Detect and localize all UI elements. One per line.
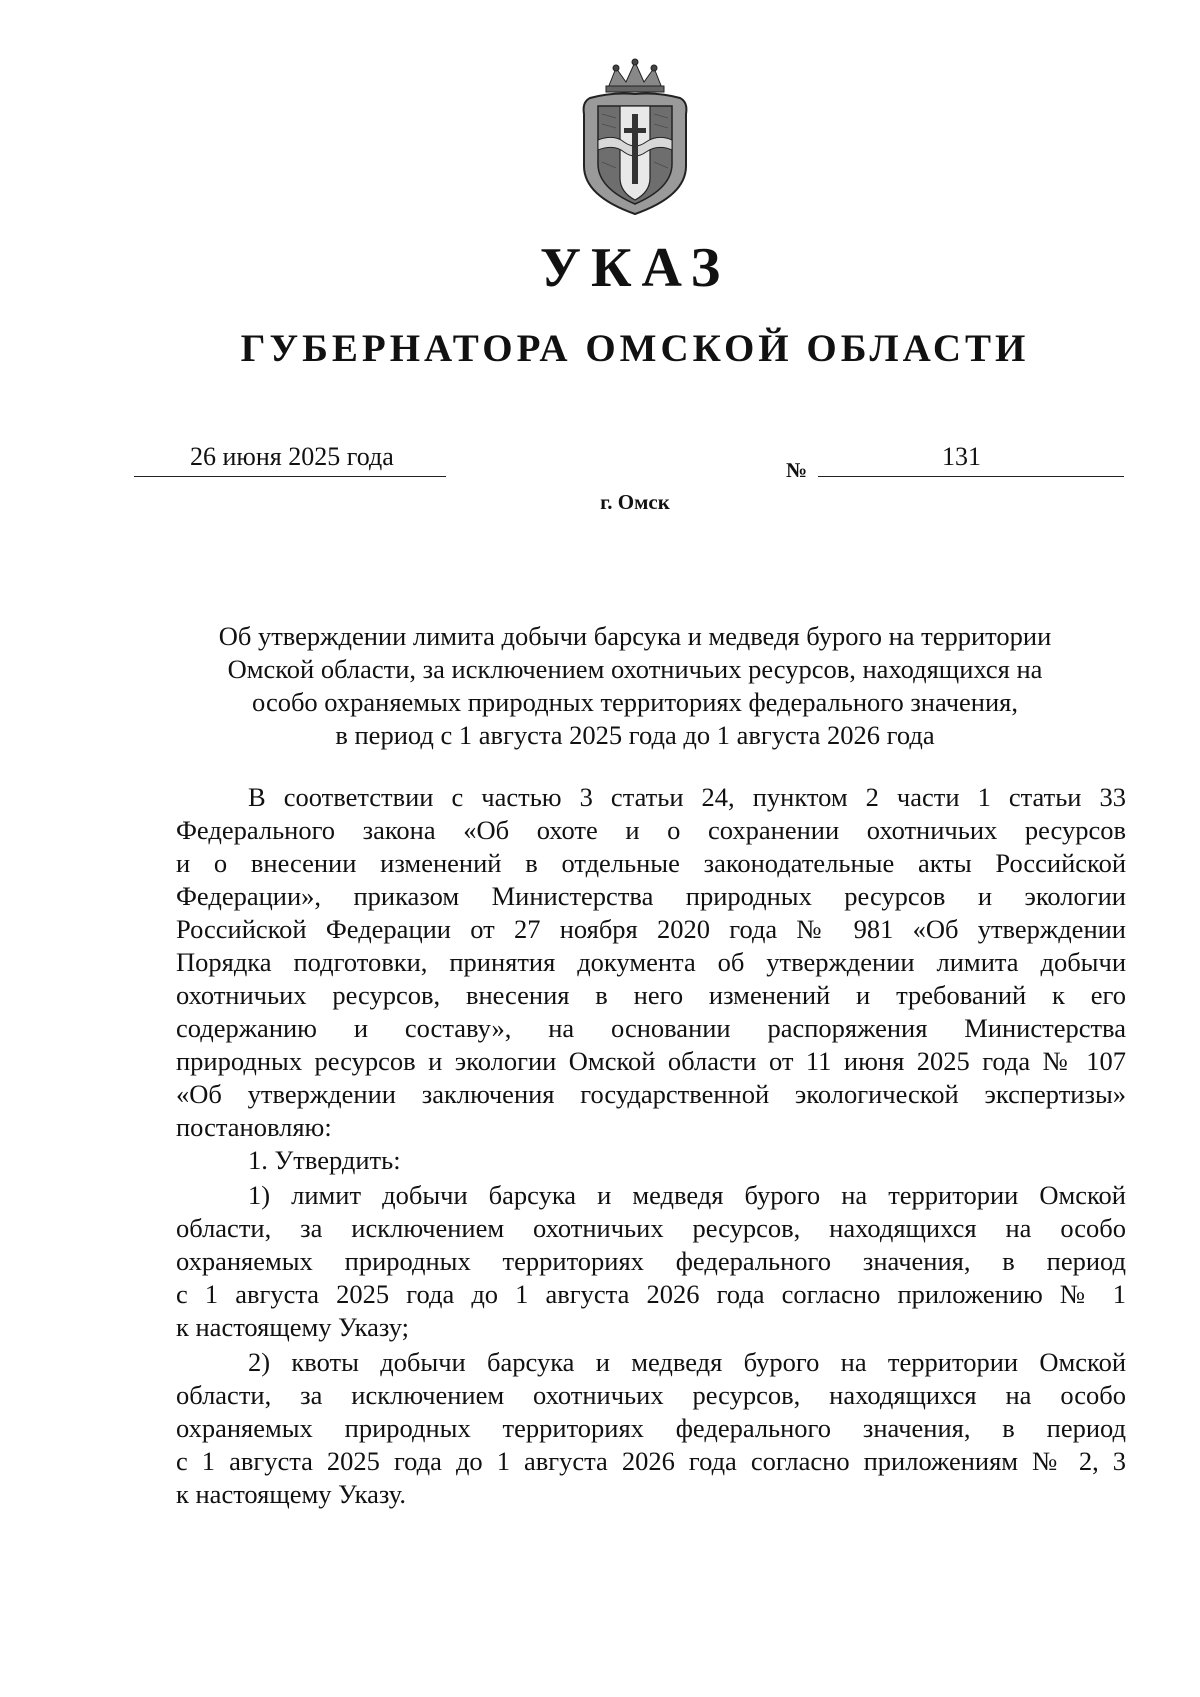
body-line: Федерации», приказом Министерства природных ресурсов и экологии xyxy=(176,881,1126,911)
sub-item-2-line: области, за исключением охотничьих ресурсов, находящихся на особо xyxy=(176,1380,1126,1410)
sub-item-2-line: к настоящему Указу. xyxy=(176,1479,406,1509)
sub-item-1-line: к настоящему Указу; xyxy=(176,1312,410,1342)
sub-item-2-line: с 1 августа 2025 года до 1 августа 2026 года согласно приложениям № 2, 3 xyxy=(176,1446,1126,1476)
body-line: и о внесении изменений в отдельные законодательные акты Российской xyxy=(176,848,1126,878)
sub-item-1-line: области, за исключением охотничьих ресурсов, находящихся на особо xyxy=(176,1213,1126,1243)
decree-title: УКАЗ xyxy=(539,237,731,299)
item-1-heading: 1. Утвердить: xyxy=(248,1145,401,1175)
date-field xyxy=(134,440,446,477)
body-line: Федерального закона «Об охоте и о сохранении охотничьих ресурсов xyxy=(176,815,1126,845)
coat-of-arms-icon xyxy=(568,58,702,216)
body-line: природных ресурсов и экологии Омской области от 11 июня 2025 года № 107 xyxy=(176,1046,1126,1076)
number-sign: № xyxy=(786,458,808,482)
sub-item-1-line: охраняемых природных территориях федерального значения, в период xyxy=(176,1246,1126,1276)
subject-line: Об утверждении лимита добычи барсука и медведя бурого на территории xyxy=(218,621,1052,651)
city-label: г. Омск xyxy=(600,490,670,514)
body-line: «Об утверждении заключения государственной экологической экспертизы» xyxy=(176,1079,1126,1109)
sub-item-2-line: охраняемых природных территориях федерального значения, в период xyxy=(176,1413,1126,1443)
body-line: постановляю: xyxy=(176,1112,332,1142)
sub-item-1-line: 1) лимит добычи барсука и медведя бурого на территории Омской xyxy=(248,1180,1126,1210)
sub-item-1-line: с 1 августа 2025 года до 1 августа 2026 года согласно приложению № 1 xyxy=(176,1279,1126,1309)
decree-number: 131 xyxy=(942,442,981,471)
body-line: Российской Федерации от 27 ноября 2020 года № 981 «Об утверждении xyxy=(176,914,1126,944)
decree-subject xyxy=(160,620,1110,752)
number-field xyxy=(818,440,1124,477)
decree-date: 26 июня 2025 года xyxy=(190,442,394,471)
body-line: охотничьих ресурсов, внесения в него изменений и требований к его xyxy=(176,980,1126,1010)
subject-line: особо охраняемых природных территориях федерального значения, xyxy=(252,687,1018,717)
body-line: В соответствии с частью 3 статьи 24, пунктом 2 части 1 статьи 33 xyxy=(248,782,1126,812)
subject-line: в период с 1 августа 2025 года до 1 августа 2026 года xyxy=(335,720,935,750)
body-line: содержанию и составу», на основании распоряжения Министерства xyxy=(176,1013,1126,1043)
decree-issuer: ГУБЕРНАТОРА ОМСКОЙ ОБЛАСТИ xyxy=(240,327,1030,370)
sub-item-2-line: 2) квоты добычи барсука и медведя бурого на территории Омской xyxy=(248,1347,1126,1377)
decree-body xyxy=(176,781,1126,1511)
subject-line: Омской области, за исключением охотничьих ресурсов, находящихся на xyxy=(227,654,1043,684)
body-line: Порядка подготовки, принятия документа об утверждении лимита добычи xyxy=(176,947,1126,977)
